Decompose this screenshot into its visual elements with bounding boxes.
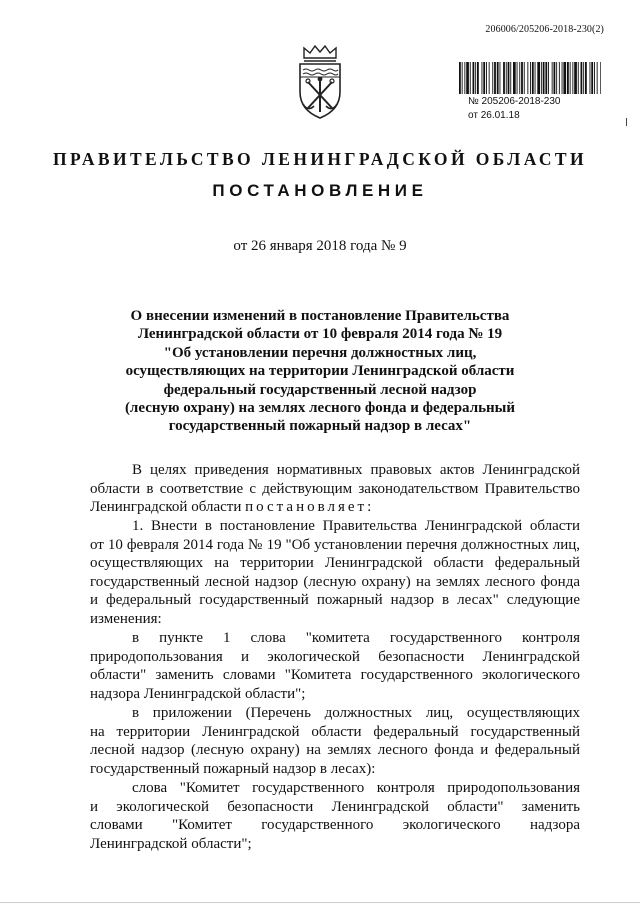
text-line: осуществляющих на территории Ленинградской области федеральный [90,555,580,572]
text-line [90,498,580,517]
barcode-bar [556,62,557,94]
text-line: от 10 февраля 2014 года № 19 "Об установлении перечня должностных лиц, [90,536,580,553]
barcode-bar [527,62,528,94]
barcode-bar [583,62,584,94]
text-line: В целях приведения нормативных правовых актов Ленинградской [132,462,580,478]
barcode-bar [492,62,493,94]
barcode-bar [513,62,516,94]
barcode-bar [543,62,545,94]
barcode-bar [578,62,579,94]
subject-line: осуществляющих на территории Ленинградской области [125,363,515,380]
text-line: слова "Комитет государственного контроля природопользования [132,780,580,796]
text-line: и экологической безопасности Ленинградской области" заменить [90,798,580,815]
barcode-bar [535,62,536,94]
text-line: области в соответствие с действующим законодательством Правительство [90,480,580,497]
text-line: Ленинградской области"; [90,835,252,852]
registration-number: № 205206-2018-230 [468,96,561,107]
barcode-bar [572,62,573,94]
barcode-bar [530,62,531,94]
barcode-bar [554,62,556,94]
barcode-bar [494,62,496,94]
barcode-bar [477,62,479,94]
text-line: государственный лесной надзор (лесную охрану) на землях лесного фонда [90,573,580,590]
barcode-bar [473,62,475,94]
barcode-bar [489,62,490,94]
barcode-bar [574,62,577,94]
document-reference-number: 206006/205206-2018-230(2) [485,24,604,35]
text-line: области" заменить словами "Комитета государственного экологического [90,667,580,684]
coat-of-arms-icon [290,44,350,120]
barcode-bar [486,62,487,94]
text-line: лесной надзор (лесную охрану) на землях лесного фонда и федеральный [90,742,580,759]
resolves-word: постановляет: [245,499,375,516]
text-line: в пункте 1 слова "комитета государственного контроля [132,630,580,646]
text-fragment: Ленинградской области [90,499,242,516]
text-line: природопользования и экологической безопасности Ленинградской [90,648,580,665]
barcode-bar [503,62,505,94]
barcode-bar [597,62,598,94]
barcode-bar [563,62,566,94]
barcode-bar [594,62,595,94]
barcode-bar [562,62,563,94]
margin-mark [626,118,627,126]
barcode-bar [475,62,476,94]
subject-line: О внесении изменений в постановление Правительства [130,308,510,324]
barcode-bar [508,62,510,94]
barcode-bar [524,62,525,94]
barcode-bar [567,62,569,94]
barcode-icon [459,62,601,94]
barcode-bar [545,62,547,94]
barcode-bar [532,62,534,94]
text-line: государственный пожарный надзор в лесах): [90,760,376,777]
barcode-bar [600,62,601,94]
barcode-bar [541,62,542,94]
subject-line: федеральный государственный лесной надзор [163,381,477,398]
barcode-bar [500,62,501,94]
document-subject [90,307,550,436]
barcode-bar [537,62,540,94]
barcode-bar [548,62,549,94]
barcode-bar [483,62,485,94]
barcode-bar [591,62,593,94]
subject-line: государственный пожарный надзор в лесах" [168,418,472,435]
paragraph-appendix [90,704,580,778]
barcode-bar [506,62,507,94]
text-line: словами "Комитет государственного экологического надзора [90,817,580,834]
paragraph-words [90,779,580,853]
barcode-bar [462,62,463,94]
subject-line: "Об установлении перечня должностных лиц, [163,344,477,361]
subject-line: (лесную охрану) на землях лесного фонда и федеральный [124,400,516,417]
barcode-bar [552,62,553,94]
barcode-bar [470,62,471,94]
barcode-bar [497,62,499,94]
barcode-bar [519,62,520,94]
barcode-bar [559,62,560,94]
text-line: в приложении (Перечень должностных лиц, осуществляющих [132,705,580,721]
text-line: 1. Внести в постановление Правительства Ленинградской области [132,518,580,534]
barcode-bar [466,62,469,94]
subject-line: Ленинградской области от 10 февраля 2014 года № 19 [137,326,503,343]
barcode-bar [510,62,511,94]
paragraph-preamble [90,461,580,517]
barcode-bar [517,62,518,94]
paragraph-point-1 [90,629,580,703]
barcode-bar [521,62,523,94]
barcode-bar [482,62,483,94]
government-title: ПРАВИТЕЛЬСТВО ЛЕНИНГРАДСКОЙ ОБЛАСТИ [52,149,588,169]
text-line: на территории Ленинградской области федеральный государственный [90,723,580,740]
paragraph-item-1 [90,517,580,629]
page-edge [0,902,640,903]
barcode-bar [570,62,571,94]
document-date: от 26 января 2018 года № 9 [233,238,407,254]
text-line: надзора Ленинградской области"; [90,685,306,702]
barcode-bar [585,62,587,94]
barcode-bar [464,62,465,94]
barcode-bar [590,62,591,94]
text-line: и федеральный государственный пожарный надзор в лесах" следующие [90,592,580,609]
text-line: изменения: [90,610,162,627]
barcode-bar [459,62,461,94]
barcode-bar [581,62,583,94]
document-type: ПОСТАНОВЛЕНИЕ [212,181,428,200]
registration-date: от 26.01.18 [468,110,520,121]
